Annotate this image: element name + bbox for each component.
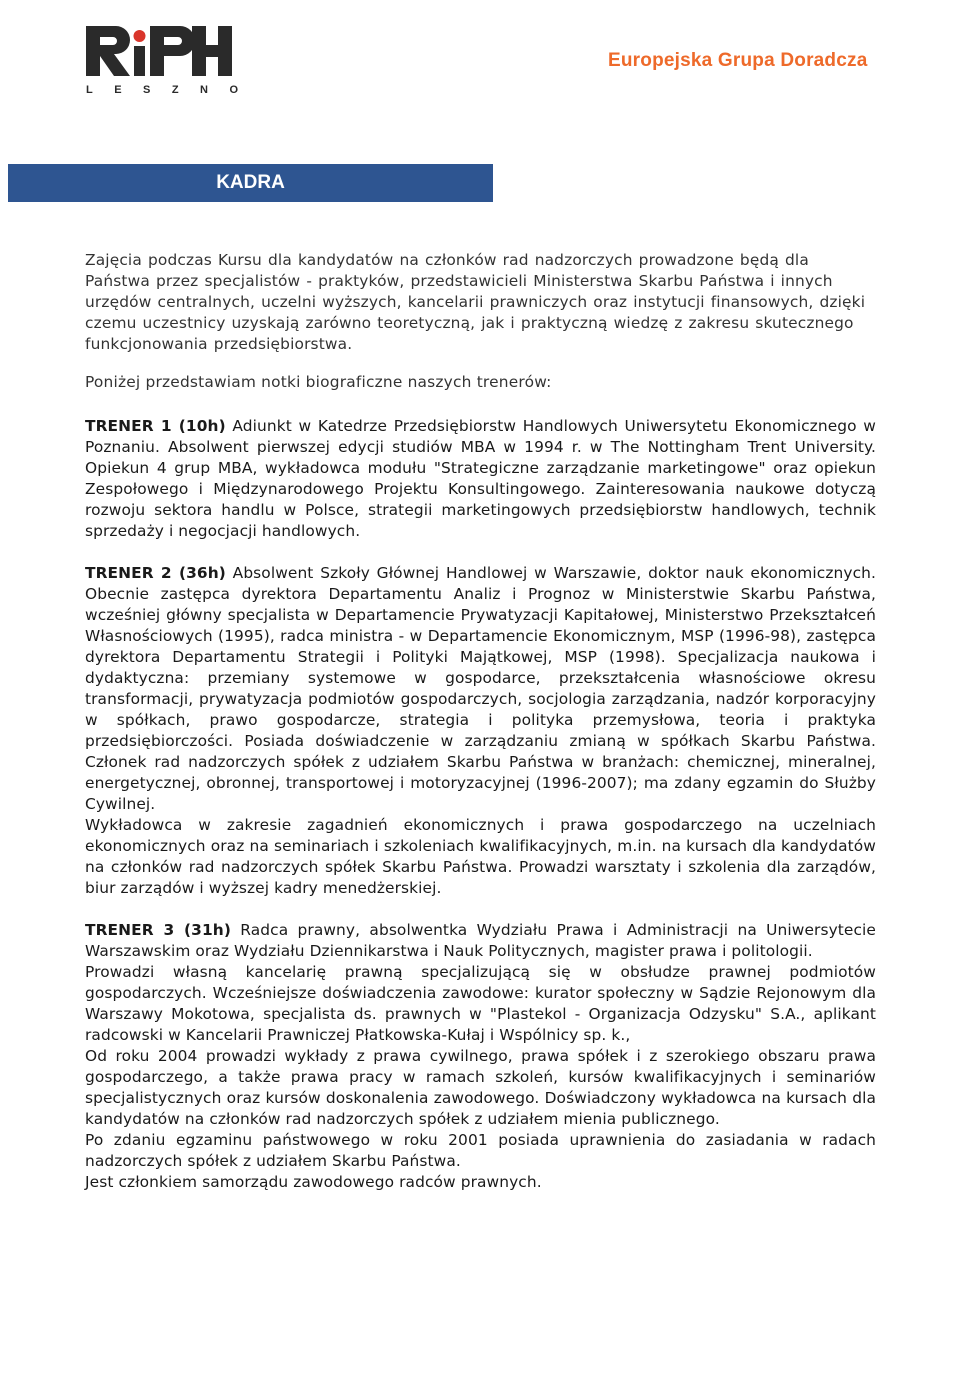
section-title-banner: KADRA: [8, 164, 493, 202]
trainer-paragraph: TRENER 3 (31h) Radca prawny, absolwentka Wydziału Prawa i Administracji na Uniwersytecie Warszawskim oraz Wydziału Dziennikarstwa i Nauk Politycznych, magister prawa i politologii.: [85, 921, 876, 960]
document-content: [85, 250, 876, 1193]
trainer-paragraph: Wykładowca w zakresie zagadnień ekonomicznych i prawa gospodarczego na uczelniach ekonomicznych oraz na seminariach i szkoleniach kwalifikacyjnych, m.in. na kursach dla kandydatów na członków rad nadzorczych spółek Skarbu Państwa. Prowadzi warsztaty i szkolenia dla zarządów, biur zarządów i wyższej kadry menedżerskiej.: [85, 816, 876, 897]
trainer-1: [85, 416, 876, 542]
trainer-3: [85, 920, 876, 1193]
trainer-paragraph: TRENER 1 (10h) Adiunkt w Katedrze Przedsiębiorstw Handlowych Uniwersytetu Ekonomicznego w Poznaniu. Absolwent pierwszej edycji studiów MBA w 1994 r. w The Nottingham Trent University. Opiekun 4 grup MBA, wykładowca modułu "Strategiczne zarządzanie marketingowe" oraz opiekun Zespołowego i Międzynarodowego Projektu Konsultingowego. Zainteresowania naukowe dotyczą rozwoju sektora handlu w Polsce, strategii marketingowych przedsiębiorstw handlowych, technik sprzedaży i negocjacji handlowych.: [85, 417, 876, 540]
trainer-paragraph: TRENER 2 (36h) Absolwent Szkoły Głównej Handlowej w Warszawie, doktor nauk ekonomicznych. Obecnie zastępca dyrektora Departamentu Analiz i Prognoz w Ministerstwie Skarbu Państwa, wcześniej główny specjalista w Departamencie Prywatyzacji Kapitałowej, Ministerstwo Przekształceń Własnościowych (1995), radca ministra - w Departamencie Ekonomicznym, MSP (1996-98), zastępca dyrektora Departamentu Strategii i Polityki Majątkowej, MSP (1998). Specjalizacja naukowa i dydaktyczna: przemiany systemowe w gospodarce, przekształcenia własnościowe okresu transformacji, prywatyzacja podmiotów gospodarczych, socjologia zarządzania, nadzór korporacyjny w spółkach, prawo gospodarcze, strategia i polityka przemysłowa, teoria i praktyka przedsiębiorczości. Posiada doświadczenie w zarządzaniu zmianą w spółkach Skarbu Państwa. Członek rad nadzorczych spółek z udziałem Skarbu Państwa w branżach: chemicznej, mineralnej, energetycznej, obronnej, transportowej i motoryzacyjnej (1996-2007); ma zdany egzamin do Służby Cywilnej.: [85, 564, 876, 813]
riph-leszno-logo: [80, 20, 245, 96]
trainer-paragraph: Prowadzi własną kancelarię prawną specjalizującą się w obsłudze prawnej podmiotów gospodarczych. Wcześniejsze doświadczenia zawodowe: kurator społeczny w Sądzie Rejonowym dla Warszawy Mokotowa, specjalista ds. prawnych w "Plastekol - Organizacja Odzysku" S.A., aplikant radcowski w Kancelarii Prawniczej Płatkowska-Kułaj i Wspólnicy sp. k.,: [85, 963, 876, 1044]
trainer-label: TRENER 3 (31h): [85, 921, 231, 939]
trainer-label: TRENER 1 (10h): [85, 417, 226, 435]
intro-paragraph: Zajęcia podczas Kursu dla kandydatów na członków rad nadzorczych prowadzone będą dla Państwa przez specjalistów - praktyków, przedstawicieli Ministerstwa Skarbu Państwa i innych urzędów centralnych, uczelni wyższych, kancelarii prawniczych oraz instytucji finansowych, dzięki czemu uczestnicy uzyskają zarówno teoretyczną, jak i praktyczną wiedzę z zakresu skutecznego funkcjonowania przedsiębiorstwa.: [85, 251, 866, 353]
trainer-paragraph: Po zdaniu egzaminu państwowego w roku 2001 posiada uprawnienia do zasiadania w radach nadzorczych spółek z udziałem Skarbu Państwa.: [85, 1131, 876, 1170]
trainer-paragraph: Jest członkiem samorządu zawodowego radców prawnych.: [85, 1173, 542, 1191]
trainer-label: TRENER 2 (36h): [85, 564, 226, 582]
europejska-grupa-doradcza-logo: Europejska Grupa Doradcza: [608, 50, 868, 71]
logo-sub-text: LESZNO: [86, 84, 238, 96]
trainer-2: [85, 563, 876, 899]
lead-paragraph: Poniżej przedstawiam notki biograficzne naszych trenerów:: [85, 373, 552, 391]
trainer-paragraph: Od roku 2004 prowadzi wykłady z prawa cywilnego, prawa spółek i z szerokiego obszaru prawa gospodarczego, a także prawa pracy w ramach szkoleń, kursów kwalifikacyjnych i seminariów specjalistycznych oraz kursów doskonalenia zawodowego. Doświadczony wykładowca na kursach dla kandydatów na członków rad nadzorczych spółek z udziałem mienia publicznego.: [85, 1047, 876, 1128]
